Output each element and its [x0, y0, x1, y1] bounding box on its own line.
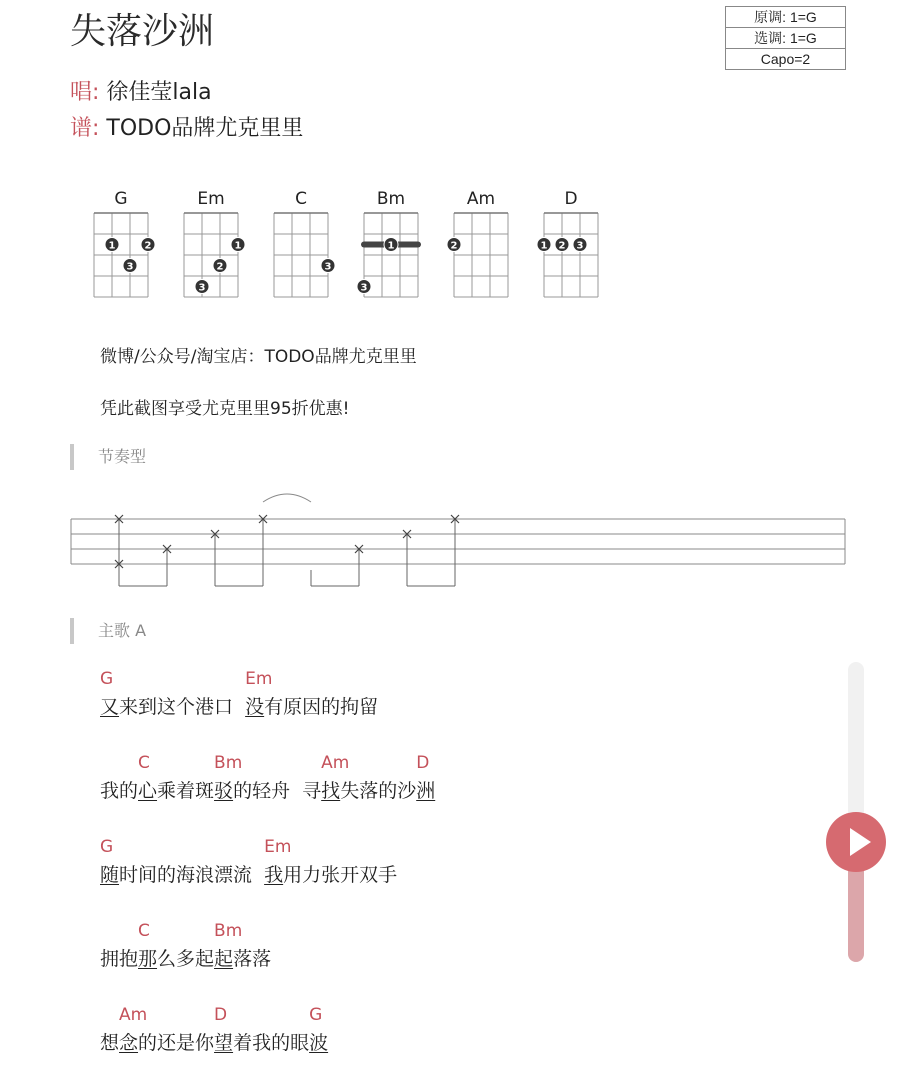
- rhythm-section-heading: 节奏型: [70, 444, 146, 470]
- chord-marker: Am: [321, 753, 350, 773]
- svg-text:1: 1: [540, 240, 548, 252]
- finger-dot: [537, 238, 551, 252]
- finger-dot: [447, 238, 461, 252]
- lyric-text: 时间的海浪漂流: [119, 864, 253, 886]
- chord-diagram-am: [442, 207, 522, 307]
- chord-diagram-c: [262, 207, 342, 307]
- chord-diagram-em: [172, 207, 252, 307]
- chord-marker: Am: [119, 1005, 148, 1025]
- svg-text:3: 3: [198, 282, 206, 294]
- svg-text:2: 2: [216, 261, 224, 273]
- chord-name-c: C: [295, 189, 307, 209]
- play-triangle-icon: [826, 812, 886, 872]
- chord-marker: Em: [245, 669, 273, 689]
- svg-text:1: 1: [108, 240, 116, 252]
- lyric-chord-syllable: 念: [119, 1032, 139, 1054]
- svg-text:2: 2: [450, 240, 458, 252]
- key-info-box: [725, 6, 846, 70]
- rhythm-pattern-staff: [0, 480, 914, 590]
- finger-dot: [573, 238, 587, 252]
- chord-diagram-d: [532, 207, 612, 307]
- lyric-chord-syllable: 我: [264, 864, 284, 886]
- svg-text:1: 1: [234, 240, 242, 252]
- chord-marker: G: [100, 669, 114, 689]
- finger-dot: [357, 280, 371, 294]
- lyric-text: 想: [100, 1032, 120, 1054]
- chord-diagram-bm: [352, 207, 432, 307]
- finger-dot: [213, 259, 227, 273]
- finger-dot: [555, 238, 569, 252]
- lyric-text: 拥抱: [100, 948, 139, 970]
- chord-name-bm: Bm: [376, 189, 406, 209]
- chord-marker: G: [309, 1005, 323, 1025]
- arranger-name: TODO品牌尤克里里: [106, 116, 304, 141]
- lyric-text: 的轻舟: [233, 780, 291, 802]
- lyric-chord-syllable: 那: [138, 948, 158, 970]
- finger-dot: [384, 238, 398, 252]
- lyric-text: 失落的沙: [340, 780, 417, 802]
- lyric-text: 有原因的拘留: [264, 696, 379, 718]
- selected-key: 选调: 1=G: [726, 27, 845, 48]
- lyric-chord-syllable: 驳: [214, 780, 234, 802]
- svg-text:3: 3: [324, 261, 332, 273]
- chord-name-em: Em: [197, 189, 225, 209]
- chord-marker: Bm: [214, 753, 243, 773]
- chord-name-am: Am: [466, 189, 496, 209]
- svg-text:2: 2: [558, 240, 566, 252]
- lyric-text: [252, 862, 264, 888]
- chord-marker: D: [214, 1005, 228, 1025]
- svg-text:3: 3: [576, 240, 584, 252]
- chord-diagram-g: [82, 207, 162, 307]
- chord-marker: C: [138, 753, 150, 773]
- lyric-text: 落落: [233, 948, 272, 970]
- finger-dot: [195, 280, 209, 294]
- lyric-text: 来到这个港口: [119, 696, 234, 718]
- play-button[interactable]: [826, 812, 886, 872]
- rhythm-notes: [119, 519, 455, 586]
- singer-name: 徐佳莹lala: [106, 80, 212, 105]
- lyric-chord-syllable: 找: [321, 780, 341, 802]
- arranger-label: 谱:: [70, 116, 100, 141]
- arranger-row: [70, 114, 303, 144]
- original-key: 原调: 1=G: [754, 9, 817, 25]
- lyric-text: 么多起: [157, 948, 215, 970]
- lyric-text: 用力张开双手: [283, 864, 398, 886]
- svg-text:3: 3: [126, 261, 134, 273]
- svg-text:2: 2: [144, 240, 152, 252]
- finger-dot: [321, 259, 335, 273]
- chord-marker: Bm: [214, 921, 243, 941]
- lyric-text: [233, 694, 245, 720]
- tie-arc: [263, 494, 311, 502]
- lyric-chord-syllable: 随: [100, 864, 120, 886]
- lyric-chord-syllable: 起: [214, 948, 234, 970]
- lyric-chord-syllable: 望: [214, 1032, 234, 1054]
- chord-marker: C: [138, 921, 150, 941]
- chord-marker: G: [100, 837, 114, 857]
- lyric-text: 着我的眼: [233, 1032, 310, 1054]
- lyric-chord-syllable: 又: [100, 696, 120, 718]
- singer-row: [70, 78, 212, 108]
- lyric-text: 寻: [290, 780, 322, 802]
- chord-name-g: G: [114, 189, 128, 209]
- chord-name-d: D: [564, 189, 578, 209]
- finger-dot: [105, 238, 119, 252]
- lyric-text: 的还是你: [138, 1032, 215, 1054]
- finger-dot: [231, 238, 245, 252]
- lyric-text: 乘着斑: [157, 780, 215, 802]
- lyric-chord-syllable: 洲: [416, 780, 436, 802]
- lyric-text: 我的: [100, 780, 139, 802]
- svg-text:1: 1: [387, 240, 395, 252]
- lyric-chord-syllable: 没: [245, 696, 265, 718]
- lyric-chord-syllable: 心: [138, 780, 158, 802]
- finger-dot: [123, 259, 137, 273]
- finger-dot: [141, 238, 155, 252]
- lyric-chord-syllable: 波: [309, 1032, 329, 1054]
- verse-section-heading: 主歌 A: [70, 618, 146, 644]
- chord-marker: D: [416, 753, 430, 773]
- promo-line-2: 凭此截图享受尤克里里95折优惠!: [100, 399, 350, 419]
- singer-label: 唱:: [70, 80, 100, 105]
- song-title: 失落沙洲: [70, 11, 215, 52]
- capo-info: Capo=2: [726, 48, 845, 69]
- chord-marker: Em: [264, 837, 292, 857]
- promo-line-1: 微博/公众号/淘宝店：TODO品牌尤克里里: [100, 347, 417, 367]
- svg-text:3: 3: [360, 282, 368, 294]
